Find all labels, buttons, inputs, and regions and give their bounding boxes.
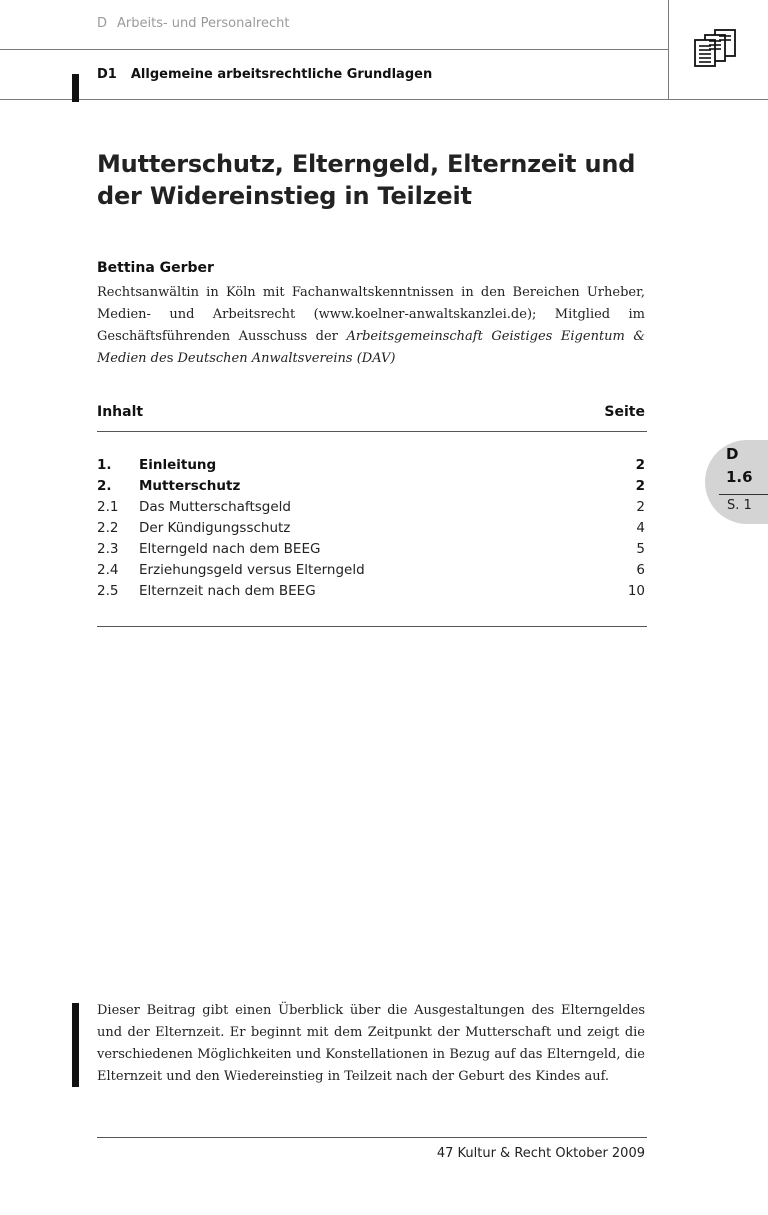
toc-header-contents: Inhalt <box>97 404 144 420</box>
article-title-line1: Mutterschutz, Elterngeld, Elternzeit und <box>97 150 636 178</box>
header-divider-bottom <box>0 99 768 100</box>
bio-letter: s <box>166 351 174 366</box>
bio-italic-1: Arbeitsgemeinschaft Geistiges Eigentum & Medien de <box>97 329 645 366</box>
footer-text: 47 Kultur & Recht Oktober 2009 <box>436 1146 645 1161</box>
header-bar-marker <box>72 74 79 102</box>
toc-entry-page: 5 <box>636 541 645 557</box>
article-title <box>97 148 657 212</box>
toc-entry-page: 2 <box>635 478 645 494</box>
toc-entry-label: Erziehungsgeld versus Elterngeld <box>139 562 365 578</box>
toc-entry-page: 6 <box>636 562 645 578</box>
section-title: Arbeits- und Personalrecht <box>117 16 290 31</box>
toc-entry-label: Einleitung <box>139 457 217 473</box>
toc-entry-number: 2.4 <box>97 562 119 578</box>
bio-italic-2: Deutschen Anwaltsvereins (DAV) <box>173 351 396 366</box>
toc-entry-label: Mutterschutz <box>139 478 241 494</box>
toc-entry-page: 4 <box>636 520 645 536</box>
author-name: Bettina Gerber <box>97 260 214 276</box>
abstract-text: Dieser Beitrag gibt einen Überblick über die Ausgestaltungen des Elterngeldes und der Elternzeit. Er beginnt mit dem Zeitpunkt der Mutterschaft und zeigt die verschiedenen Möglichkeiten und Konstellationen in Bezug auf das Elterngeld, die Elternzeit und den Wiedereinstieg in Teilzeit nach der Geburt des Kindes auf. <box>97 1003 645 1084</box>
toc-list <box>97 455 645 602</box>
toc-entry-number: 2.2 <box>97 520 119 536</box>
toc-entry-number: 2. <box>97 478 112 494</box>
toc-entry <box>97 476 645 497</box>
documents-icon <box>693 28 739 70</box>
subsection-code: D1 <box>97 67 117 82</box>
toc-entry-label: Das Mutterschaftsgeld <box>139 499 291 515</box>
toc-entry <box>97 581 645 602</box>
footer-divider <box>97 1137 647 1138</box>
toc-header-page: Seite <box>604 404 645 420</box>
toc-entry <box>97 539 645 560</box>
toc-entry-label: Elternzeit nach dem BEEG <box>139 583 316 599</box>
toc-header <box>97 404 645 420</box>
section-code: D <box>97 16 108 31</box>
toc-divider-top <box>97 431 647 432</box>
toc-entry-number: 2.1 <box>97 499 119 515</box>
subsection-title: Allgemeine arbeitsrechtliche Grundlagen <box>130 67 433 82</box>
toc-entry <box>97 560 645 581</box>
article-title-line2: der Widereinstieg in Teilzeit <box>97 182 472 210</box>
toc-divider-bottom <box>97 626 647 627</box>
register-tab-divider <box>719 494 768 495</box>
toc-entry-label: Elterngeld nach dem BEEG <box>139 541 321 557</box>
register-tab-number: 1.6 <box>726 468 753 486</box>
toc-entry-page: 10 <box>627 583 645 599</box>
toc-entry <box>97 455 645 476</box>
subsection-heading <box>97 67 432 82</box>
toc-entry-number: 2.5 <box>97 583 119 599</box>
register-tab-letter: D <box>726 445 739 463</box>
section-heading <box>97 16 289 31</box>
toc-entry-number: 2.3 <box>97 541 119 557</box>
toc-entry <box>97 518 645 539</box>
header-divider-top <box>0 49 668 50</box>
bio-text: Rechtsanwältin in Köln mit Fachanwaltskenntnissen in den Bereichen Urheber, Medien- und Arbeitsrecht (www.koelner-anwaltskanzlei.de); Mitglied im Geschäftsführenden Ausschuss der <box>97 285 645 344</box>
toc-entry-page: 2 <box>636 499 645 515</box>
author-bio <box>97 282 645 370</box>
toc-entry-label: Der Kündigungsschutz <box>139 520 291 536</box>
abstract-bar-marker <box>72 1003 79 1087</box>
header-vertical-divider <box>668 0 669 100</box>
toc-entry <box>97 497 645 518</box>
toc-entry-page: 2 <box>635 457 645 473</box>
register-tab-page: S. 1 <box>727 498 752 513</box>
toc-entry-number: 1. <box>97 457 112 473</box>
